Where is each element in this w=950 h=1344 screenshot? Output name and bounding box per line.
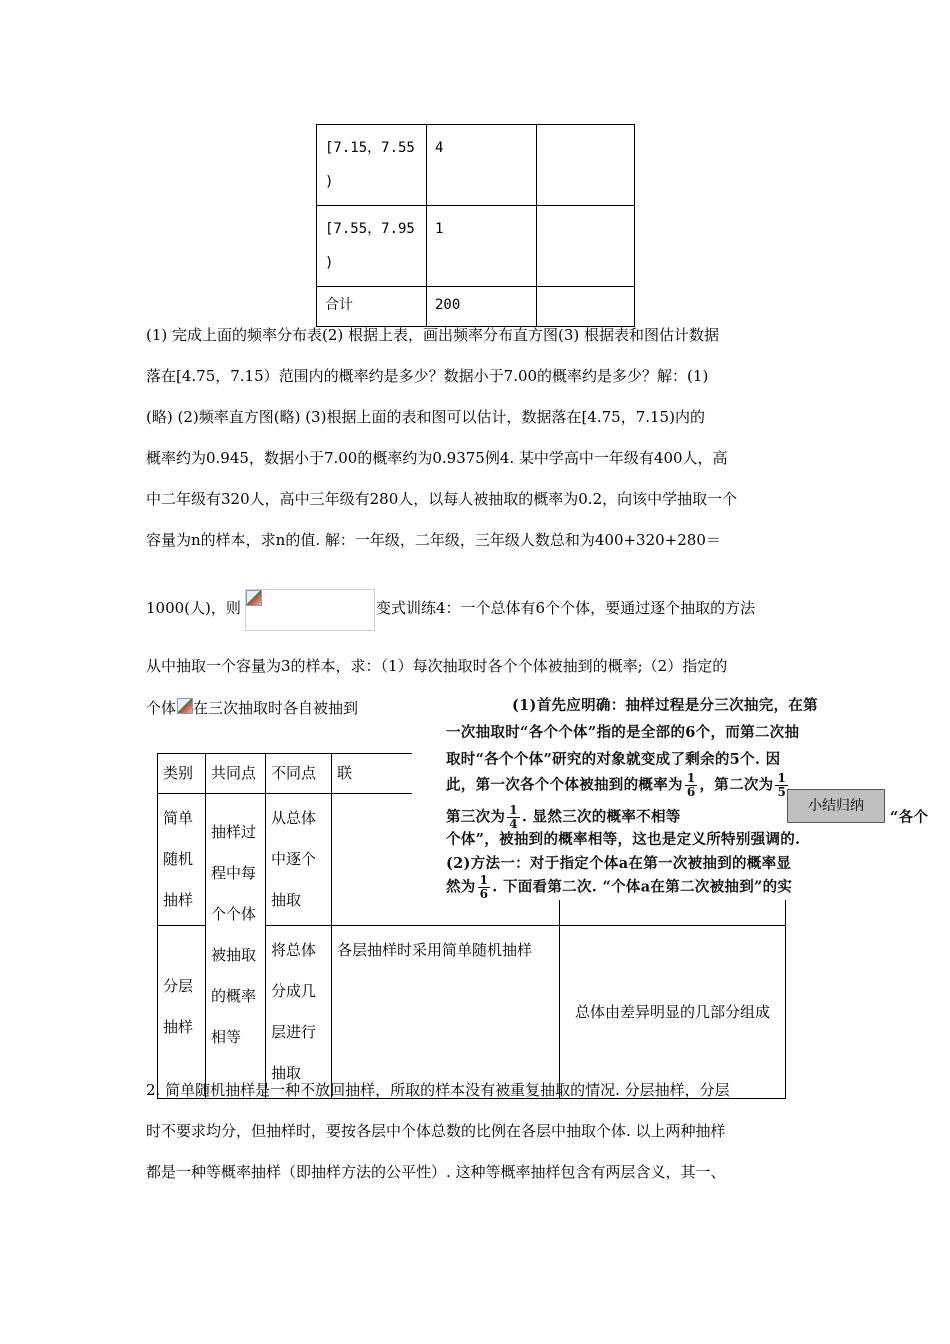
broken-image-icon <box>246 590 262 606</box>
summary-button[interactable]: 小结归纳 <box>787 789 885 823</box>
table-row <box>317 206 635 287</box>
header-category: 类别 <box>158 754 206 794</box>
scope-cell: 总体由差异明显的几部分组成 <box>560 926 786 1099</box>
diff-cell: 将总体分成几层进行抽取 <box>266 926 332 1099</box>
text-line: 从中抽取一个容量为3的样本，求：（1）每次抽取时各个个体被抽到的概率;（2）指定的 <box>146 657 728 675</box>
fraction: $\frac{1}{5}$ <box>777 771 787 799</box>
range-cell: [7.55，7.95 ) <box>317 206 427 287</box>
common-cell: 抽样过程中每个个体被抽取的概率相等 <box>206 794 266 1099</box>
missing-image <box>245 589 375 631</box>
count-cell: 1 <box>427 206 537 287</box>
fraction: $\frac{1}{6}$ <box>686 771 696 799</box>
scanned-solution-image: (1)首先应明确：抽样过程是分三次抽完，在第 一次抽取时“各个个体”指的是全部的6个，而第二次抽 取时“各个个体”研究的对象就变成了剩余的5个. 因 此，第一次各个个体被抽到的概率为 $\frac{1}{6}$ ，第二次为 $\frac{1}{5}$ 第三次为 $\frac{1}{4}$ . 显然三次的概率不相等 “各个 个体”，被抽到的概率相等，这也是定义所特别强调的. (2)方法一：对于指定个体a在第一次被抽到的概率显 然为 $\frac{1}{6}$ . 下面看第二次. “个体a在第二次被抽到”的实 <box>412 688 950 900</box>
table-row <box>317 125 635 206</box>
category-cell: 分层抽样 <box>158 926 206 1099</box>
range-cell: [7.15，7.55 ) <box>317 125 427 206</box>
fraction: $\frac{1}{4}$ <box>509 803 518 831</box>
relation-cell: 各层抽样时采用简单随机抽样 <box>332 926 560 1099</box>
frequency-table <box>316 124 635 327</box>
fraction: $\frac{1}{6}$ <box>479 873 489 901</box>
text-line: 个体 <box>146 699 177 717</box>
header-diff: 不同点 <box>266 754 332 794</box>
header-common: 共同点 <box>206 754 266 794</box>
diff-cell: 从总体中逐个抽取 <box>266 794 332 926</box>
total-count: 200 <box>427 287 537 327</box>
freq-cell <box>537 206 635 287</box>
solution-paragraph: (1) 完成上面的频率分布表(2) 根据上表，画出频率分布直方图(3) 根据表和图估计数据 落在[4.75，7.15）范围内的概率约是多少？数据小于7.00的概率约是多少？解：(1) (略) (2)频率直方图(略) (3)根据上面的表和图可以估计，数据落在[4.75，7.15)内的 概率约为0.945，数据小于7.00的概率约为0.9375例4. 某中学高中一年级有400人，高 中二年级有320人，高中三年级有280人，以每人被抽取的概率为0.2，向该中学抽取一个 容量为n的样本，求n的值. 解：一年级，二年级，三年级人数总和为400+320+280＝ <box>146 326 738 549</box>
category-cell: 简单随机抽样 <box>158 794 206 926</box>
summary-paragraph: 2. 简单随机抽样是一种不放回抽样，所取的样本没有被重复抽取的情况. 分层抽样，分层 时不要求均分，但抽样时，要按各层中个体总数的比例在各层中抽取个体. 以上两种抽样 都是一种等概率抽样（即抽样方法的公平性）. 这种等概率抽样包含有两层含义，其一、 <box>146 1081 730 1181</box>
text-line: 1000(人)，则 <box>146 599 241 617</box>
total-label: 合计 <box>317 287 427 327</box>
broken-image-icon <box>177 698 193 714</box>
text-line: 在三次抽取时各自被抽到 <box>193 699 359 717</box>
count-cell: 4 <box>427 125 537 206</box>
text-line: 变式训练4：一个总体有6个个体，要通过逐个抽取的方法 <box>376 599 756 617</box>
header-relation: 联 <box>332 754 560 794</box>
freq-cell <box>537 125 635 206</box>
